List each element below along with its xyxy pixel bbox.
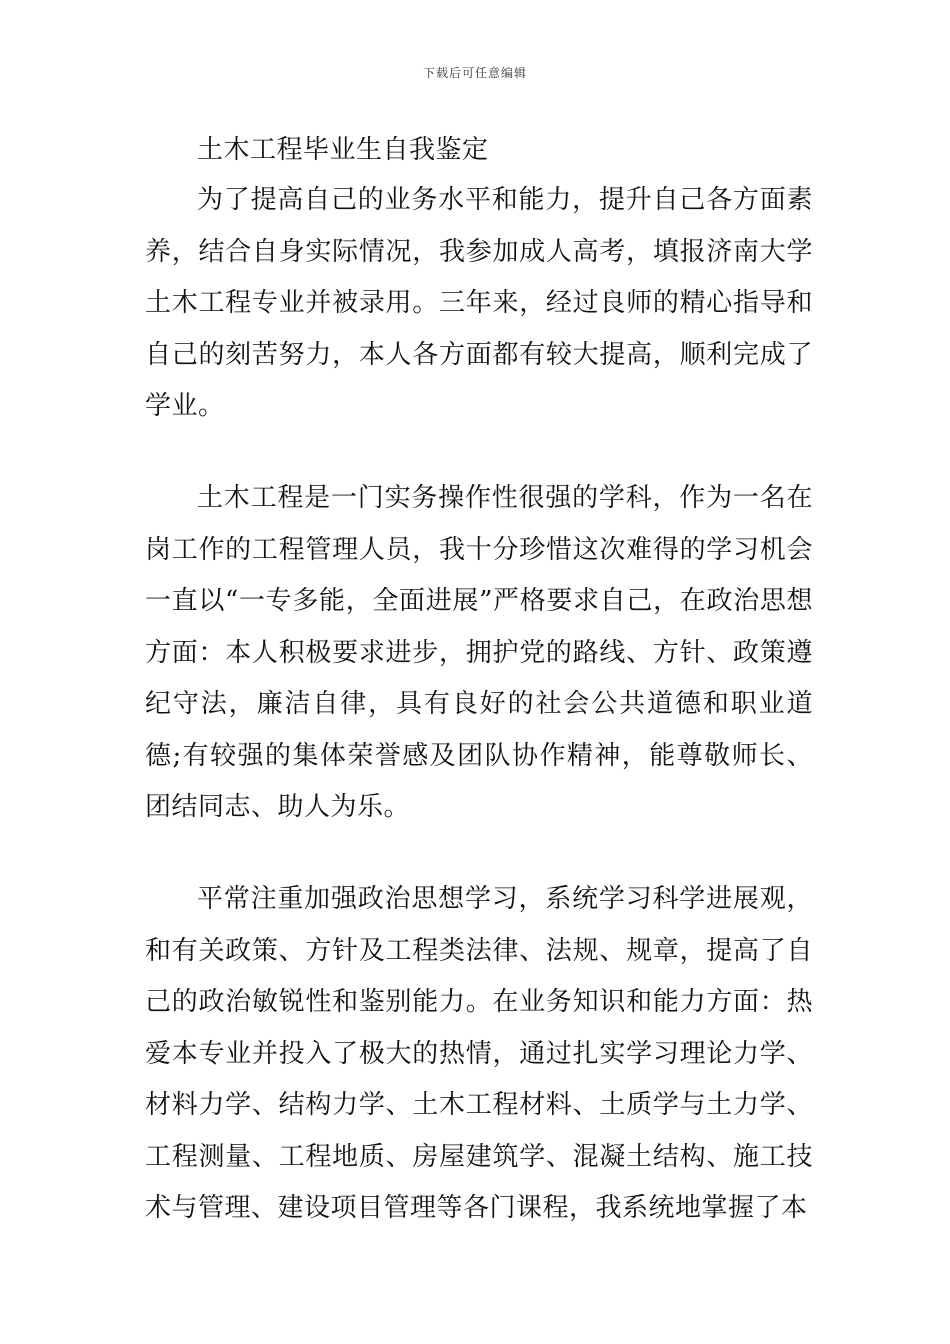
document-title: 土木工程毕业生自我鉴定	[197, 135, 489, 165]
header-note: 下载后可任意编辑	[422, 66, 527, 80]
paragraph-1: 为了提高自己的业务水平和能力，提升自己各方面素养，结合自身实际情况，我参加成人高考，填报济南大学土木工程专业并被录用。三年来，经过良师的精心指导和自己的刻苦努力，本人各方面都有较大提高，顺利完成了学业。	[145, 185, 813, 421]
paragraph-3: 平常注重加强政治思想学习，系统学习科学进展观，和有关政策、方针及工程类法律、法规、规章，提高了自己的政治敏锐性和鉴别能力。在业务知识和能力方面：热爱本专业并投入了极大的热情，通过扎实学习理论力学、材料力学、结构力学、土木工程材料、土质学与土力学、工程测量、工程地质、房屋建筑学、混凝土结构、施工技术与管理、建设项目管理等各门课程，我系统地掌握了本	[145, 884, 813, 1223]
paragraph-2: 土木工程是一门实务操作性很强的学科，作为一名在岗工作的工程管理人员，我十分珍惜这次难得的学习机会一直以“一专多能，全面进展”严格要求自己，在政治思想方面：本人积极要求进步，拥护党的路线、方针、政策遵纪守法，廉洁自律，具有良好的社会公共道德和职业道德;有较强的集体荣誉感及团队协作精神，能尊敬师长、团结同志、助人为乐。	[145, 483, 813, 822]
